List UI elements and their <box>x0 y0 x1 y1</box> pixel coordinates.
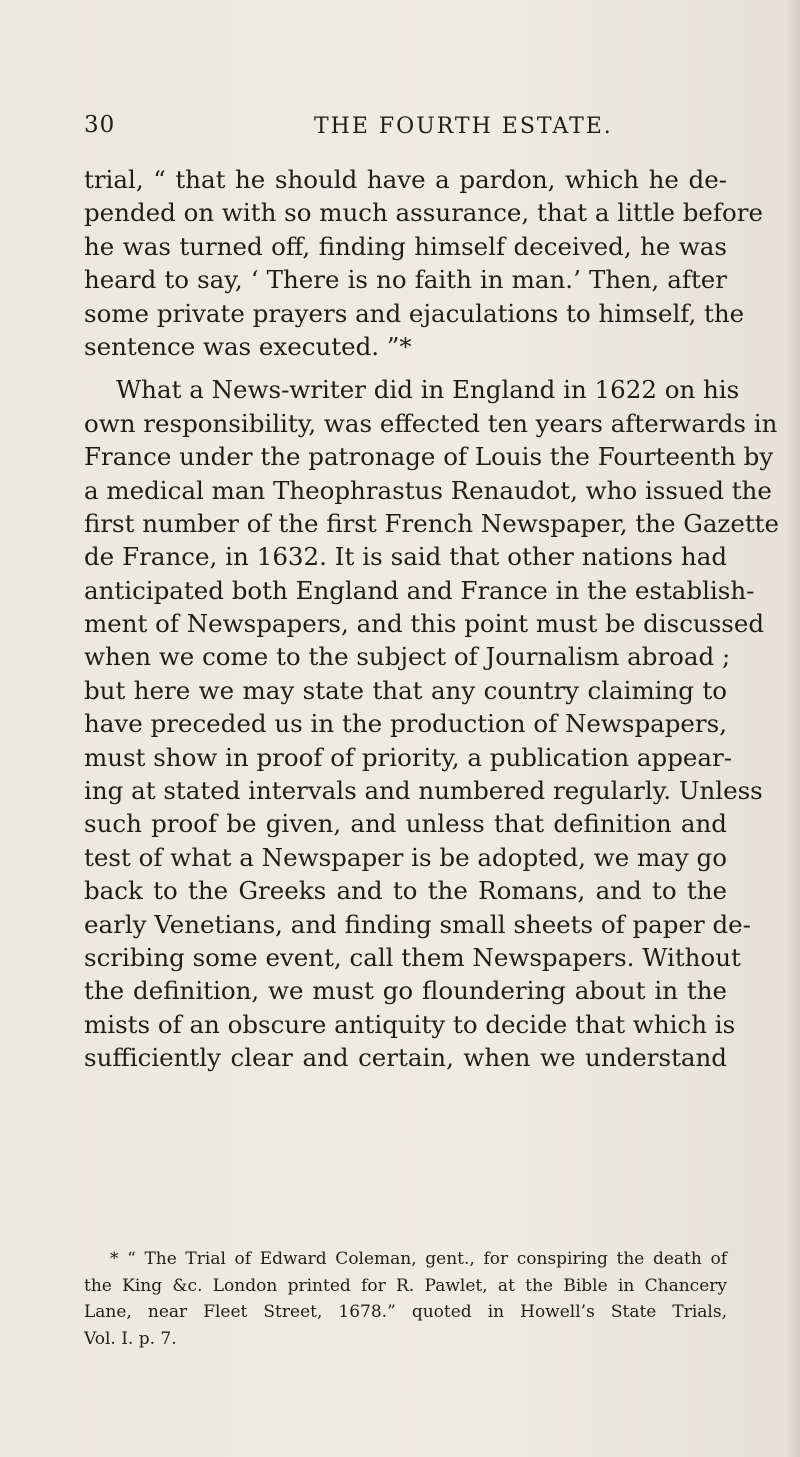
text-line: he was turned off, finding himself deceived, he was <box>84 231 727 261</box>
text-line: have preceded us in the production of Newspapers, <box>84 709 727 739</box>
page-number: 30 <box>84 112 116 138</box>
text-line: early Venetians, and finding small sheets of paper de- <box>84 909 751 939</box>
text-line: trial, “ that he should have a pardon, which he de- <box>84 165 727 194</box>
text-line: test of what a Newspaper is be adopted, we may go <box>84 842 727 872</box>
text-line: heard to say, ‘ There is no faith in man.’ Then, after <box>84 265 727 295</box>
text-line: such proof be given, and unless that definition and <box>84 809 727 839</box>
text-line: but here we may state that any country claiming to <box>84 675 727 705</box>
text-line: ing at stated intervals and numbered regularly. Unless <box>84 776 763 806</box>
body-text <box>84 163 780 1075</box>
text-line: mists of an obscure antiquity to decide that which is <box>84 1009 736 1039</box>
footnote-line: the King &c. London printed for R. Pawlet, at the Bible in Chancery <box>84 1275 727 1296</box>
paragraph-1 <box>84 163 763 363</box>
text-line: some private prayers and ejaculations to himself, the <box>84 298 745 328</box>
text-line: the definition, we must go floundering about in the <box>84 976 727 1006</box>
footnote-line: Lane, near Fleet Street, 1678.” quoted in Howell’s State Trials, <box>84 1302 727 1322</box>
text-line: sufficiently clear and certain, when we understand <box>84 1043 727 1073</box>
text-line: pended on with so much assurance, that a little before <box>84 198 763 228</box>
footnote-line: Vol. I. p. 7. <box>84 1328 177 1349</box>
text-line: anticipated both England and France in the establish- <box>84 575 755 605</box>
paragraph-2 <box>84 373 780 1074</box>
page-header <box>84 112 724 152</box>
text-line: sentence was executed. ”* <box>84 331 412 361</box>
paragraph-gap <box>84 363 727 373</box>
text-line: a medical man Theophrastus Renaudot, who issued the <box>84 475 772 505</box>
page-edge-shadow <box>786 0 800 1457</box>
text-line: de France, in 1632. It is said that other nations had <box>84 542 727 572</box>
text-line: when we come to the subject of Journalism abroad ; <box>84 642 731 672</box>
text-line: scribing some event, call them Newspapers. Without <box>84 942 741 972</box>
text-line: first number of the first French Newspaper, the Gazette <box>84 508 780 538</box>
text-line: own responsibility, was effected ten years afterwards in <box>84 408 778 438</box>
text-line: What a News-writer did in England in 1622 on his <box>116 375 740 405</box>
footnote-line: * “ The Trial of Edward Coleman, gent., for conspiring the death of <box>110 1249 727 1269</box>
text-line: back to the Greeks and to the Romans, and to the <box>84 876 727 906</box>
text-line: France under the patronage of Louis the Fourteenth by <box>84 442 774 472</box>
running-title: THE FOURTH ESTATE. <box>314 114 613 139</box>
text-line: must show in proof of priority, a publication appear- <box>84 742 732 772</box>
text-line: ment of Newspapers, and this point must be discussed <box>84 609 765 639</box>
footnote <box>84 1246 727 1352</box>
